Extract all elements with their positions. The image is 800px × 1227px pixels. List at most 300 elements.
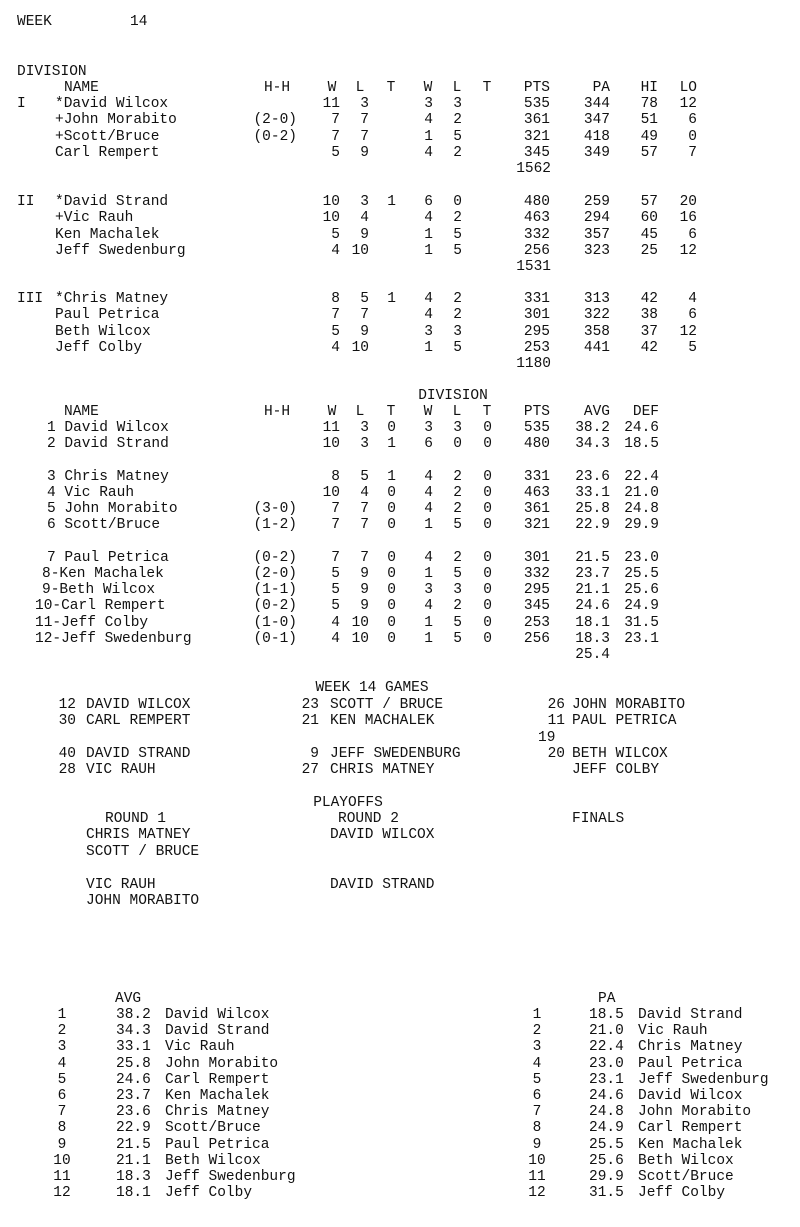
- div-losses: 5: [453, 242, 462, 259]
- week-number: 14: [130, 14, 148, 30]
- head-to-head: (3-0): [253, 501, 297, 517]
- division-total: 1562: [516, 161, 551, 178]
- wins: 8: [331, 291, 340, 307]
- div-wins: 4: [424, 501, 433, 517]
- ties: 0: [387, 420, 396, 436]
- points: 301: [523, 307, 550, 324]
- points: 480: [523, 436, 550, 452]
- game-team: PAUL PETRICA: [572, 713, 677, 729]
- list-rank: 5: [532, 1071, 542, 1088]
- div-losses: 5: [453, 615, 462, 631]
- col-header-div-l: L: [452, 80, 462, 96]
- col-header-t: T: [386, 404, 396, 420]
- high-score: 57: [640, 194, 658, 210]
- points: 253: [523, 615, 550, 631]
- list-value: 33.1: [116, 1039, 151, 1056]
- game-team: JEFF COLBY: [572, 762, 660, 778]
- defense: 31.5: [624, 615, 659, 631]
- losses: 10: [351, 631, 369, 647]
- average: 22.9: [575, 517, 610, 533]
- team-name: *David Strand: [55, 194, 169, 210]
- losses: 7: [360, 307, 369, 324]
- game-team: SCOTT / BRUCE: [330, 697, 444, 713]
- high-score: 45: [640, 226, 658, 243]
- round2-team: DAVID STRAND: [330, 877, 435, 893]
- defense: 23.1: [624, 631, 659, 647]
- list-name: Ken Machalek: [165, 1088, 270, 1104]
- points-against: 323: [583, 242, 610, 259]
- wins: 7: [331, 517, 340, 533]
- standings-team: 11-Jeff Colby: [35, 615, 149, 631]
- game-team: DAVID STRAND: [86, 746, 191, 762]
- list-value: 24.8: [589, 1104, 624, 1121]
- head-to-head: (1-0): [253, 615, 297, 631]
- losses: 9: [360, 598, 369, 614]
- wins: 5: [331, 582, 340, 598]
- list-value: 18.3: [116, 1169, 151, 1185]
- losses: 10: [351, 242, 369, 259]
- list-rank: 3: [532, 1039, 542, 1056]
- div-wins: 4: [424, 598, 433, 614]
- points: 321: [523, 517, 550, 533]
- div-wins: 4: [424, 291, 433, 307]
- list-name: Beth Wilcox: [165, 1152, 261, 1169]
- points: 256: [523, 631, 550, 647]
- list-name: Chris Matney: [638, 1039, 743, 1056]
- div-wins: 1: [424, 517, 433, 533]
- div-ties: 0: [483, 469, 492, 485]
- list-rank: 2: [532, 1023, 542, 1040]
- points: 253: [523, 339, 550, 356]
- col-header-w: W: [327, 80, 337, 96]
- points: 361: [523, 112, 550, 129]
- div-wins: 1: [424, 615, 433, 631]
- losses: 3: [360, 96, 369, 112]
- points: 535: [523, 420, 550, 436]
- wins: 5: [331, 566, 340, 582]
- col-header-def: DEF: [632, 404, 659, 420]
- col-header-t: T: [386, 80, 396, 96]
- losses: 5: [360, 291, 369, 307]
- division-label: III: [17, 291, 44, 307]
- div-ties: 0: [483, 485, 492, 501]
- game-score: 40: [58, 746, 76, 762]
- wins: 5: [331, 598, 340, 614]
- div-wins: 1: [424, 226, 433, 243]
- list-rank: 10: [528, 1152, 546, 1169]
- points: 480: [523, 194, 550, 210]
- list-name: David Wilcox: [165, 1007, 270, 1023]
- division-title: DIVISION: [17, 64, 87, 80]
- list-name: Scott/Bruce: [638, 1169, 734, 1185]
- wins: 4: [331, 631, 340, 647]
- game-score: 26: [547, 697, 565, 713]
- week-label: WEEK: [17, 14, 52, 30]
- list-value: 21.0: [589, 1023, 624, 1040]
- low-score: 12: [679, 96, 697, 112]
- col-header-pa: PA: [592, 80, 610, 96]
- standings-team: 9-Beth Wilcox: [42, 582, 156, 598]
- div-losses: 3: [453, 96, 462, 112]
- ties: 1: [387, 291, 396, 307]
- col-header-name: NAME: [64, 404, 99, 420]
- div-losses: 2: [453, 485, 462, 501]
- list-rank: 6: [57, 1088, 67, 1104]
- list-name: David Strand: [165, 1023, 270, 1040]
- div-wins: 4: [424, 469, 433, 485]
- div-wins: 4: [424, 210, 433, 227]
- list-rank: 12: [528, 1185, 546, 1202]
- list-name: Scott/Bruce: [165, 1120, 261, 1137]
- div-wins: 1: [424, 339, 433, 356]
- list-rank: 1: [57, 1007, 67, 1023]
- points: 256: [523, 242, 550, 259]
- div-wins: 3: [424, 582, 433, 598]
- div-wins: 4: [424, 485, 433, 501]
- game-team: CHRIS MATNEY: [330, 762, 435, 778]
- round2-label: ROUND 2: [338, 811, 399, 827]
- ties: 0: [387, 598, 396, 614]
- div-ties: 0: [483, 550, 492, 566]
- high-score: 57: [640, 144, 658, 161]
- list-value: 21.1: [116, 1152, 151, 1169]
- list-value: 22.9: [116, 1120, 151, 1137]
- points: 463: [523, 485, 550, 501]
- div-ties: 0: [483, 420, 492, 436]
- losses: 3: [360, 420, 369, 436]
- div-wins: 3: [424, 323, 433, 340]
- list-rank: 2: [57, 1023, 67, 1040]
- points-against: 357: [583, 226, 610, 243]
- losses: 9: [360, 566, 369, 582]
- div-losses: 2: [453, 307, 462, 324]
- defense: 24.9: [624, 598, 659, 614]
- col-header-pts: PTS: [523, 80, 550, 96]
- list-name: Beth Wilcox: [638, 1152, 734, 1169]
- col-header-hi: HI: [640, 80, 658, 96]
- ties: 0: [387, 631, 396, 647]
- low-score: 6: [688, 112, 697, 129]
- points-against: 347: [583, 112, 610, 129]
- low-score: 6: [688, 226, 697, 243]
- list-name: John Morabito: [638, 1104, 752, 1121]
- game-score: 30: [58, 713, 76, 729]
- div-losses: 2: [453, 144, 462, 161]
- div-losses: 2: [453, 112, 462, 129]
- points-against: 294: [583, 210, 610, 227]
- game-team: DAVID WILCOX: [86, 697, 191, 713]
- wins: 10: [322, 436, 340, 452]
- team-name: *David Wilcox: [55, 96, 169, 112]
- div-wins: 4: [424, 112, 433, 129]
- average: 23.6: [575, 469, 610, 485]
- list-rank: 9: [532, 1136, 542, 1153]
- wins: 10: [322, 485, 340, 501]
- division-total: 1180: [516, 356, 551, 373]
- list-name: Jeff Swedenburg: [165, 1169, 296, 1185]
- list-name: Paul Petrica: [165, 1136, 270, 1153]
- head-to-head: (0-2): [253, 128, 297, 145]
- wins: 7: [331, 112, 340, 129]
- games-title: WEEK 14 GAMES: [315, 680, 429, 696]
- losses: 9: [360, 226, 369, 243]
- game-team: JOHN MORABITO: [572, 697, 686, 713]
- ties: 1: [387, 436, 396, 452]
- game-team: KEN MACHALEK: [330, 713, 435, 729]
- points-against: 313: [583, 291, 610, 307]
- game-score: 23: [301, 697, 319, 713]
- col-header-div-w: W: [423, 404, 433, 420]
- standings-division-header: DIVISION: [418, 388, 488, 404]
- list-value: 31.5: [589, 1185, 624, 1202]
- points: 332: [523, 226, 550, 243]
- ties: 0: [387, 485, 396, 501]
- standings-team: 12-Jeff Swedenburg: [35, 631, 192, 647]
- points: 463: [523, 210, 550, 227]
- high-score: 42: [640, 291, 658, 307]
- div-losses: 3: [453, 582, 462, 598]
- game-score: 9: [310, 746, 319, 762]
- high-score: 38: [640, 307, 658, 324]
- list-name: Jeff Colby: [165, 1185, 253, 1202]
- low-score: 12: [679, 323, 697, 340]
- standings-team: 1 David Wilcox: [47, 420, 169, 436]
- standings-team: 5 John Morabito: [47, 501, 178, 517]
- high-score: 51: [640, 112, 658, 129]
- list-rank: 11: [528, 1169, 546, 1185]
- low-score: 5: [688, 339, 697, 356]
- div-losses: 2: [453, 550, 462, 566]
- list-rank: 12: [53, 1185, 71, 1202]
- wins: 7: [331, 307, 340, 324]
- defense: 24.8: [624, 501, 659, 517]
- round1-team: VIC RAUH: [86, 877, 156, 893]
- wins: 5: [331, 323, 340, 340]
- list-name: Chris Matney: [165, 1104, 270, 1121]
- list-name: David Strand: [638, 1007, 743, 1023]
- div-losses: 0: [453, 436, 462, 452]
- defense: 24.6: [624, 420, 659, 436]
- losses: 7: [360, 128, 369, 145]
- round1-team: CHRIS MATNEY: [86, 827, 191, 843]
- standings-team: 7 Paul Petrica: [47, 550, 169, 566]
- team-name: *Chris Matney: [55, 291, 169, 307]
- list-value: 25.6: [589, 1152, 624, 1169]
- high-score: 49: [640, 128, 658, 145]
- wins: 7: [331, 501, 340, 517]
- ties: 1: [387, 194, 396, 210]
- list-value: 38.2: [116, 1007, 151, 1023]
- points-against: 358: [583, 323, 610, 340]
- col-header-div-w: W: [423, 80, 433, 96]
- col-header-div-l: L: [452, 404, 462, 420]
- div-losses: 5: [453, 339, 462, 356]
- team-name: Jeff Colby: [55, 339, 143, 356]
- round2-team: DAVID WILCOX: [330, 827, 435, 843]
- losses: 5: [360, 469, 369, 485]
- average: 23.7: [575, 566, 610, 582]
- low-score: 7: [688, 144, 697, 161]
- defense: 25.6: [624, 582, 659, 598]
- list-value: 25.5: [589, 1136, 624, 1153]
- list-value: 22.4: [589, 1039, 624, 1056]
- div-wins: 3: [424, 96, 433, 112]
- losses: 7: [360, 501, 369, 517]
- division-label: I: [17, 96, 26, 112]
- game-score: 20: [547, 746, 565, 762]
- low-score: 16: [679, 210, 697, 227]
- average: 24.6: [575, 598, 610, 614]
- ties: 1: [387, 469, 396, 485]
- high-score: 25: [640, 242, 658, 259]
- round1-label: ROUND 1: [105, 811, 166, 827]
- list-rank: 1: [532, 1007, 542, 1023]
- div-ties: 0: [483, 436, 492, 452]
- list-value: 29.9: [589, 1169, 624, 1185]
- list-name: John Morabito: [165, 1055, 279, 1072]
- standings-team: 8-Ken Machalek: [42, 566, 164, 582]
- list-value: 23.1: [589, 1071, 624, 1088]
- list-name: Vic Rauh: [165, 1039, 235, 1056]
- head-to-head: (2-0): [253, 112, 297, 129]
- round1-team: JOHN MORABITO: [86, 893, 200, 909]
- list-name: Jeff Colby: [638, 1185, 726, 1202]
- average: 33.1: [575, 485, 610, 501]
- col-header-lo: LO: [679, 80, 697, 96]
- points: 345: [523, 144, 550, 161]
- list-value: 24.9: [589, 1120, 624, 1137]
- list-rank: 7: [532, 1104, 542, 1121]
- list-value: 25.8: [116, 1055, 151, 1072]
- game-score: 19: [538, 730, 556, 746]
- ties: 0: [387, 501, 396, 517]
- points: 295: [523, 323, 550, 340]
- col-header-avg: AVG: [583, 404, 610, 420]
- wins: 8: [331, 469, 340, 485]
- div-ties: 0: [483, 615, 492, 631]
- col-header-name: NAME: [64, 80, 99, 96]
- div-wins: 1: [424, 566, 433, 582]
- wins: 11: [322, 96, 340, 112]
- list-rank: 7: [57, 1104, 67, 1121]
- points-against: 349: [583, 144, 610, 161]
- points-against: 441: [583, 339, 610, 356]
- defense-total: 25.4: [575, 647, 610, 663]
- standings-team: 2 David Strand: [47, 436, 169, 452]
- div-wins: 6: [424, 436, 433, 452]
- defense: 23.0: [624, 550, 659, 566]
- losses: 10: [351, 339, 369, 356]
- low-score: 12: [679, 242, 697, 259]
- high-score: 60: [640, 210, 658, 227]
- losses: 3: [360, 194, 369, 210]
- div-losses: 2: [453, 469, 462, 485]
- standings-team: 6 Scott/Bruce: [47, 517, 161, 533]
- div-ties: 0: [483, 517, 492, 533]
- col-header-pts: PTS: [523, 404, 550, 420]
- head-to-head: (2-0): [253, 566, 297, 582]
- game-score: 28: [58, 762, 76, 778]
- average: 18.1: [575, 615, 610, 631]
- average: 34.3: [575, 436, 610, 452]
- div-losses: 2: [453, 501, 462, 517]
- head-to-head: (1-1): [253, 582, 297, 598]
- high-score: 42: [640, 339, 658, 356]
- finals-label: FINALS: [572, 811, 625, 827]
- defense: 18.5: [624, 436, 659, 452]
- team-name: +Scott/Bruce: [55, 128, 160, 145]
- division-label: II: [17, 194, 35, 210]
- points: 332: [523, 566, 550, 582]
- list-value: 24.6: [116, 1071, 151, 1088]
- list-rank: 10: [53, 1152, 71, 1169]
- list-value: 23.6: [116, 1104, 151, 1121]
- game-team: VIC RAUH: [86, 762, 156, 778]
- standings-team: 10-Carl Rempert: [35, 598, 166, 614]
- losses: 7: [360, 112, 369, 129]
- wins: 5: [331, 226, 340, 243]
- game-score: 12: [58, 697, 76, 713]
- list-value: 21.5: [116, 1136, 151, 1153]
- list-value: 23.0: [589, 1055, 624, 1072]
- losses: 10: [351, 615, 369, 631]
- low-score: 6: [688, 307, 697, 324]
- wins: 4: [331, 339, 340, 356]
- high-score: 78: [640, 96, 658, 112]
- list-name: Vic Rauh: [638, 1023, 708, 1040]
- col-header-l: L: [355, 404, 365, 420]
- game-score: 21: [301, 713, 319, 729]
- col-header-l: L: [355, 80, 365, 96]
- standings-team: 3 Chris Matney: [47, 469, 169, 485]
- col-header-hh: H-H: [263, 404, 291, 420]
- list-title: PA: [598, 991, 616, 1007]
- list-value: 34.3: [116, 1023, 151, 1040]
- playoffs-title: PLAYOFFS: [313, 795, 383, 811]
- losses: 9: [360, 582, 369, 598]
- div-wins: 1: [424, 242, 433, 259]
- points: 331: [523, 469, 550, 485]
- ties: 0: [387, 550, 396, 566]
- team-name: Ken Machalek: [55, 226, 160, 243]
- low-score: 20: [679, 194, 697, 210]
- div-wins: 1: [424, 631, 433, 647]
- division-total: 1531: [516, 259, 551, 276]
- list-rank: 8: [532, 1120, 542, 1137]
- losses: 9: [360, 323, 369, 340]
- list-name: David Wilcox: [638, 1088, 743, 1104]
- wins: 11: [322, 420, 340, 436]
- standings-team: 4 Vic Rauh: [47, 485, 135, 501]
- losses: 7: [360, 517, 369, 533]
- div-ties: 0: [483, 566, 492, 582]
- col-header-w: W: [327, 404, 337, 420]
- div-losses: 5: [453, 128, 462, 145]
- wins: 10: [322, 194, 340, 210]
- points-against: 418: [583, 128, 610, 145]
- team-name: Beth Wilcox: [55, 323, 151, 340]
- high-score: 37: [640, 323, 658, 340]
- div-losses: 2: [453, 598, 462, 614]
- list-rank: 3: [57, 1039, 67, 1056]
- div-wins: 1: [424, 128, 433, 145]
- points: 321: [523, 128, 550, 145]
- div-losses: 3: [453, 420, 462, 436]
- div-losses: 2: [453, 291, 462, 307]
- average: 38.2: [575, 420, 610, 436]
- div-losses: 0: [453, 194, 462, 210]
- average: 18.3: [575, 631, 610, 647]
